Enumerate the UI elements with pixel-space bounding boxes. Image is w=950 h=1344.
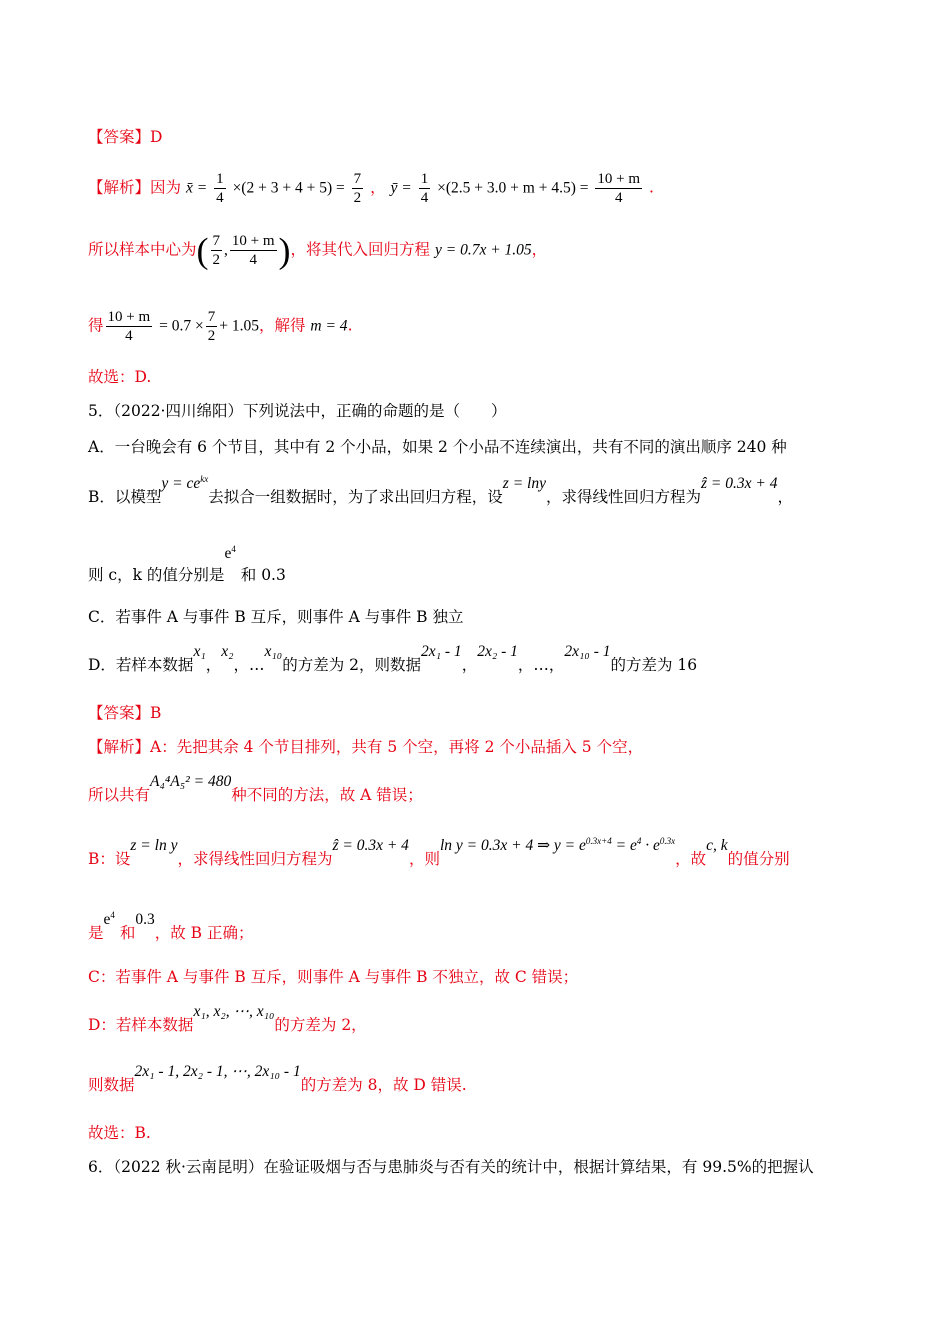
- fraction: $\frac{10 + m}{4}$: [597, 171, 641, 206]
- option-b-continued: 则 c，k 的值分别是$e^4$ 和 0.3: [88, 544, 286, 585]
- question-6-stem: 6．（2022 秋·云南昆明）在验证吸烟与否与患肺炎与否有关的统计中，根据计算结果，有 99.5%的把握认: [88, 1158, 814, 1176]
- explanation-5-d: D：若样本数据x₁, x₂, ⋯, x₁₀的方差为 2，: [88, 1003, 367, 1034]
- explanation-5-b2: 是$e^4$ 和0.3，故 B 正确；: [88, 910, 254, 943]
- explanation-line-3: 得 $\frac{10 + m}{4}$ = 0.7 × $\frac{7}{2}$ + 1.05，解得 m = 4.: [88, 309, 353, 344]
- explanation-5-c: C：若事件 A 与事件 B 互斥，则事件 A 与事件 B 不独立，故 C 错误；: [88, 968, 579, 986]
- fraction: $\frac{7}{2}$: [207, 309, 216, 344]
- option-a: A．一台晚会有 6 个节目，其中有 2 个小品，如果 2 个小品不连续演出，共有不同的演出顺序 240 种: [88, 438, 787, 456]
- fraction: $\frac{7}{2}$: [353, 171, 362, 206]
- explanation-line-1: 【解析】因为 x̄ = $\frac{1}{4}$ ×(2 + 3 + 4 + 5) = $\frac{7}{2}$ ， ȳ = $\frac{1}{4}$ ×(2.5 + 3.0 + m + 4.5) = $\frac{10 + m}{4}$ .: [88, 171, 654, 206]
- e-power: $e^4$: [224, 544, 236, 563]
- fraction: $\frac{1}{4}$: [216, 171, 224, 206]
- answer-line-1: 【答案】D: [88, 128, 163, 146]
- choose-line-2: 故选：B.: [88, 1124, 151, 1142]
- left-paren: (: [196, 230, 209, 271]
- option-d: D．若样本数据x₁，x₂，…x₁₀的方差为 2，则数据2x₁ - 1，2x₂ - 1，…，2x₁₀ - 1的方差为 16: [88, 643, 698, 674]
- answer-line-2: 【答案】B: [88, 704, 162, 722]
- fraction: $\frac{10 + m}{4}$: [231, 233, 275, 268]
- e-power: $e^4$: [103, 910, 115, 929]
- fraction: $\frac{1}{4}$: [420, 171, 429, 206]
- explanation-line-2: 所以样本中心为( $\frac{7}{2}$ , $\frac{10 + m}{4}$ )，将其代入回归方程 y = 0.7x + 1.05，: [88, 230, 548, 271]
- question-5-stem: 5．（2022·四川绵阳）下列说法中，正确的命题的是（ ）: [88, 402, 507, 420]
- fraction: $\frac{7}{2}$: [212, 233, 221, 268]
- choose-line-1: 故选：D.: [88, 368, 152, 386]
- option-b: B．以模型$y = ce^{kx}$去拟合一组数据时，为了求出回归方程，设z = lny，求得线性回归方程为ẑ = 0.3x + 4，: [88, 474, 793, 507]
- explanation-5-b: B：设z = ln y，求得线性回归方程为ẑ = 0.3x + 4，则ln y = 0.3x + 4 ⇒ $y = e^{0.3x+4} = e^4 \cdot e^{0.3x}$，故c, k的值分别: [88, 836, 790, 869]
- exp-derivation: ln y = 0.3x + 4 ⇒ $y = e^{0.3x+4} = e^4 \cdot e^{0.3x}$: [439, 836, 676, 855]
- explanation-5-a2: 所以共有A₄⁴A₅² = 480种不同的方法，故 A 错误；: [88, 773, 423, 804]
- model-formula: $y = ce^{kx}$: [161, 474, 209, 493]
- right-paren: ): [278, 230, 291, 271]
- explanation-5-a: 【解析】A：先把其余 4 个节目排列，共有 5 个空，再将 2 个小品插入 5 个空，: [88, 738, 644, 756]
- explanation-5-d2: 则数据2x₁ - 1, 2x₂ - 1, ⋯, 2x₁₀ - 1的方差为 8，故 D 错误.: [88, 1063, 467, 1094]
- option-c: C．若事件 A 与事件 B 互斥，则事件 A 与事件 B 独立: [88, 608, 464, 626]
- fraction: $\frac{10 + m}{4}$: [107, 309, 151, 344]
